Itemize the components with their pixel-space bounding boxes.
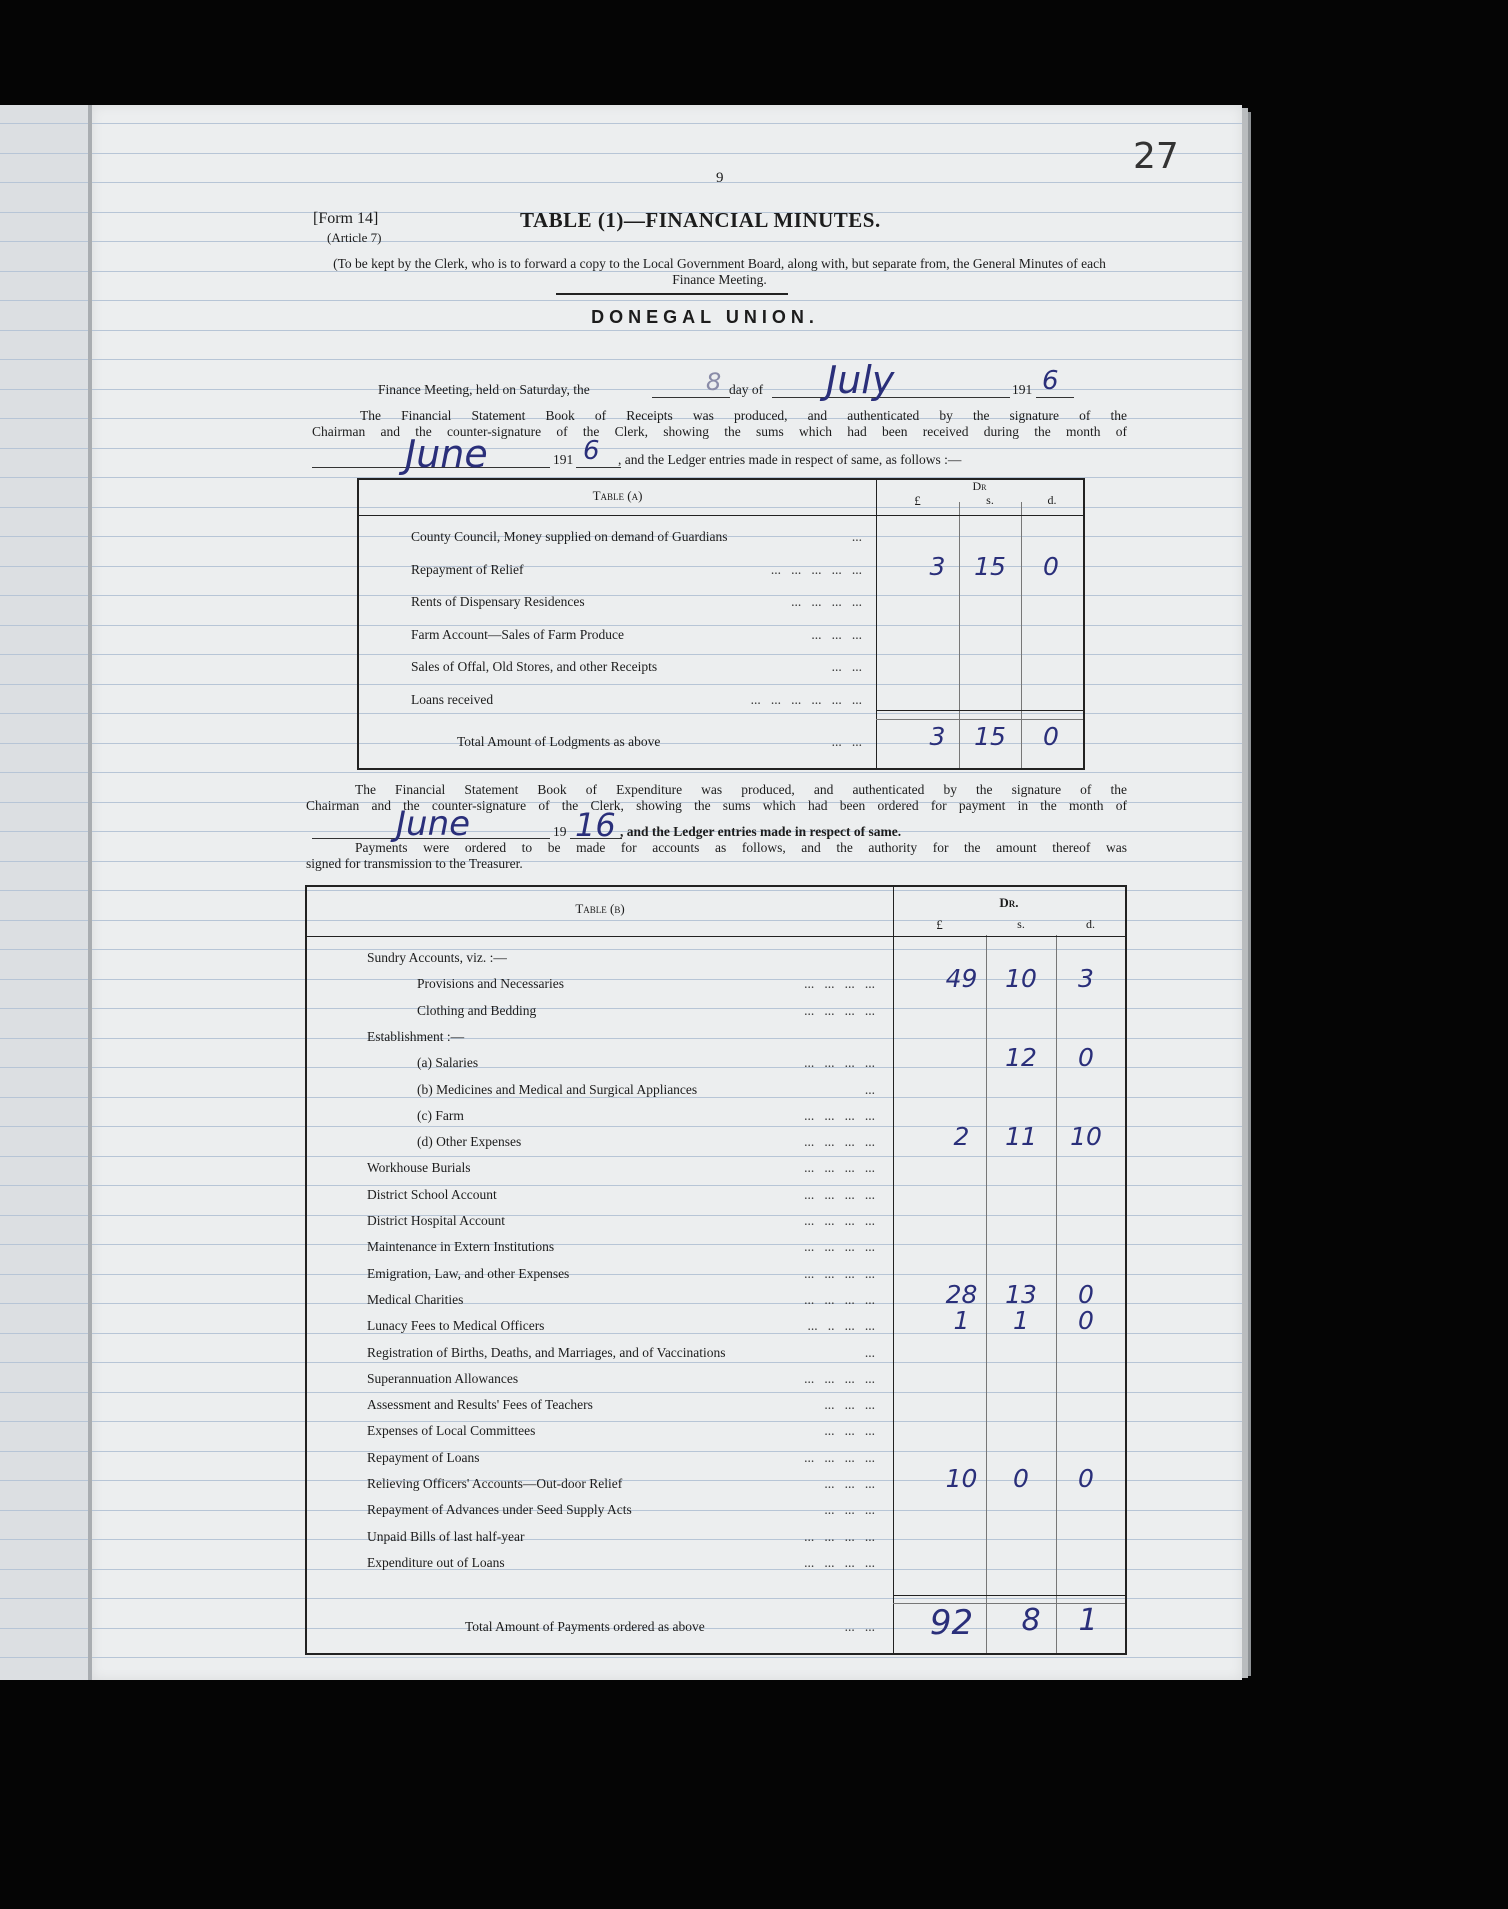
left-ruled-line bbox=[0, 1274, 88, 1275]
left-ruled-line bbox=[0, 1156, 88, 1157]
left-ruled-line bbox=[0, 1244, 88, 1245]
form-number: [Form 14] bbox=[313, 210, 379, 227]
table-b-total-rule bbox=[893, 1595, 1125, 1596]
table-b-row-pounds: 28 bbox=[945, 1279, 978, 1309]
table-b-row-shillings: 11 bbox=[1005, 1122, 1037, 1152]
title-rule bbox=[556, 293, 788, 295]
table-a-dr: Dr bbox=[972, 479, 987, 493]
table-b-row-label: Maintenance in Extern Institutions bbox=[367, 1239, 555, 1255]
left-ruled-line bbox=[0, 979, 88, 980]
meeting-mid: day of bbox=[729, 382, 764, 397]
left-ruled-line bbox=[0, 1510, 88, 1511]
table-b-total-pence: 1 bbox=[1078, 1603, 1098, 1638]
table-a-total-shillings: 15 bbox=[974, 722, 1006, 751]
table-b-row-leader: ... ... ... ... bbox=[804, 1370, 875, 1386]
ruled-line bbox=[92, 330, 1242, 331]
table-b-row-label: Sundry Accounts, viz. :— bbox=[367, 950, 507, 965]
left-ruled-line bbox=[0, 743, 88, 744]
table-a-row-pounds: 3 bbox=[929, 551, 946, 581]
expenditure-text-4: Payments were ordered to be made for accounts as follows, and the authority for the amount thereof was bbox=[355, 840, 1127, 855]
table-b-row-pounds: 10 bbox=[945, 1464, 978, 1493]
day-underline bbox=[652, 397, 730, 398]
left-ruled-line bbox=[0, 1215, 88, 1216]
left-ruled-line bbox=[0, 684, 88, 685]
table-b-row-leader: ... ... ... ... bbox=[804, 1554, 875, 1570]
table-b-row-label: Provisions and Necessaries bbox=[417, 976, 564, 992]
table-b-row-label: Workhouse Burials bbox=[367, 1160, 471, 1176]
page-edge-shadow bbox=[1248, 112, 1251, 1676]
left-ruled-line bbox=[0, 713, 88, 714]
table-a-row-leader: ... ... ... ... ... ... bbox=[750, 692, 862, 707]
left-ruled-line bbox=[0, 1598, 88, 1599]
left-ruled-line bbox=[0, 123, 88, 124]
table-b-row-pounds: 49 bbox=[945, 964, 978, 994]
table-b-row-leader: ... ... ... ... bbox=[804, 976, 875, 992]
table-a-total-leader: ... ... bbox=[831, 734, 862, 749]
table-a-total-pence: 0 bbox=[1043, 722, 1059, 751]
table-a-row-leader: ... ... ... bbox=[811, 626, 862, 642]
table-b-row-label: (c) Farm bbox=[417, 1107, 464, 1123]
left-ruled-line bbox=[0, 448, 88, 449]
table-b-row-leader: ... ... ... ... bbox=[804, 1055, 875, 1071]
left-facing-page bbox=[0, 105, 92, 1680]
left-ruled-line bbox=[0, 1480, 88, 1481]
left-ruled-line bbox=[0, 1303, 88, 1304]
left-ruled-line bbox=[0, 1421, 88, 1422]
table-a-col-pounds: £ bbox=[914, 493, 921, 508]
table-b-row-label: Medical Charities bbox=[367, 1291, 464, 1307]
table-b-row-leader: ... ... ... ... bbox=[804, 1134, 875, 1150]
table-b-row-label: Unpaid Bills of last half-year bbox=[367, 1528, 525, 1544]
left-ruled-line bbox=[0, 595, 88, 596]
receipts-text-3: , and the Ledger entries made in respect of same, as follows :— bbox=[618, 452, 962, 467]
ruled-line bbox=[92, 300, 1242, 301]
left-ruled-line bbox=[0, 300, 88, 301]
table-b-row-leader: ... ... ... ... bbox=[804, 1528, 875, 1544]
left-ruled-line bbox=[0, 1569, 88, 1570]
table-b-row-label: Expenses of Local Committees bbox=[367, 1423, 536, 1439]
union-name: DONEGAL UNION. bbox=[591, 307, 819, 327]
handwritten-page-number: 27 bbox=[1133, 136, 1179, 177]
table-b-row-label: Expenditure out of Loans bbox=[367, 1554, 505, 1570]
receipts-year-prefix: 191 bbox=[553, 452, 574, 467]
table-b-divider bbox=[893, 887, 894, 1653]
ruled-line bbox=[92, 1657, 1242, 1658]
left-ruled-line bbox=[0, 212, 88, 213]
ruled-line bbox=[92, 182, 1242, 183]
table-b-row-pence: 0 bbox=[1078, 1279, 1094, 1309]
left-ruled-line bbox=[0, 1333, 88, 1334]
ruled-line bbox=[92, 359, 1242, 360]
left-ruled-line bbox=[0, 890, 88, 891]
year-underline bbox=[1036, 397, 1074, 398]
left-ruled-line bbox=[0, 1067, 88, 1068]
left-ruled-line bbox=[0, 1185, 88, 1186]
table-b-row-leader: ... ... ... ... bbox=[804, 1239, 875, 1255]
left-ruled-line bbox=[0, 1392, 88, 1393]
expenditure-text-3: , and the Ledger entries made in respect of same. bbox=[620, 824, 902, 839]
table-b-row-leader: ... ... ... bbox=[824, 1476, 875, 1491]
meeting-prefix: Finance Meeting, held on Saturday, the bbox=[378, 382, 590, 397]
ruled-line bbox=[92, 123, 1242, 124]
left-ruled-line bbox=[0, 477, 88, 478]
table-b-row-leader: ... ... ... bbox=[824, 1423, 875, 1439]
left-ruled-line bbox=[0, 1008, 88, 1009]
left-ruled-line bbox=[0, 566, 88, 567]
form-article: (Article 7) bbox=[327, 230, 382, 245]
left-ruled-line bbox=[0, 654, 88, 655]
ruled-line bbox=[92, 389, 1242, 390]
table-b-row-pence: 10 bbox=[1070, 1122, 1102, 1152]
table-a-row-label: County Council, Money supplied on demand of Guardians bbox=[411, 529, 728, 544]
table-b-row-label: Emigration, Law, and other Expenses bbox=[367, 1265, 570, 1281]
table-b-row-leader: ... ... ... ... bbox=[804, 1160, 875, 1176]
table-b-row-shillings: 1 bbox=[1013, 1306, 1029, 1336]
table-a bbox=[357, 478, 1085, 770]
expenditure-text-1: The Financial Statement Book of Expenditure was produced, and authenticated by the signature of the bbox=[355, 782, 1127, 797]
table-b-row-label: Registration of Births, Deaths, and Marriages, and of Vaccinations bbox=[367, 1344, 726, 1360]
table-b-row-shillings: 12 bbox=[1005, 1043, 1037, 1073]
table-b-row-label: (a) Salaries bbox=[417, 1055, 479, 1071]
table-a-col-pence: d. bbox=[1047, 493, 1057, 507]
ruled-line bbox=[92, 448, 1242, 449]
table-a-row-leader: ... ... ... ... ... bbox=[770, 561, 862, 577]
table-b-row-leader: ... ... ... bbox=[824, 1502, 875, 1518]
table-b-row-pounds: 1 bbox=[953, 1306, 970, 1336]
table-b-row-leader: ... ... ... ... bbox=[804, 1265, 875, 1281]
expenditure-month: June bbox=[396, 804, 471, 844]
table-a-title: Table (a) bbox=[592, 488, 643, 503]
table-b-row-pence: 0 bbox=[1078, 1043, 1094, 1073]
receipts-year-digit: 6 bbox=[583, 436, 600, 466]
table-b-row-leader: ... .. ... ... bbox=[807, 1318, 875, 1334]
meeting-day: 8 bbox=[706, 368, 722, 396]
table-a-total-rule bbox=[876, 710, 1083, 711]
table-a-total-pounds: 3 bbox=[929, 722, 946, 751]
ruled-line bbox=[92, 861, 1242, 862]
table-b-row-leader: ... ... ... ... bbox=[804, 1213, 875, 1228]
left-ruled-line bbox=[0, 359, 88, 360]
table-b-row-label: Superannuation Allowances bbox=[367, 1370, 519, 1386]
table-b-col-pence: d. bbox=[1086, 917, 1095, 931]
table-b bbox=[305, 885, 1127, 1655]
left-ruled-line bbox=[0, 418, 88, 419]
table-a-row-shillings: 15 bbox=[974, 551, 1006, 581]
left-ruled-line bbox=[0, 1126, 88, 1127]
table-b-row-leader: ... ... ... ... bbox=[804, 1449, 875, 1465]
left-ruled-line bbox=[0, 949, 88, 950]
left-ruled-line bbox=[0, 920, 88, 921]
left-ruled-line bbox=[0, 802, 88, 803]
table-b-row-leader: ... ... ... ... bbox=[804, 1002, 875, 1018]
table-b-row-label: Establishment :— bbox=[367, 1028, 465, 1044]
ruled-line bbox=[92, 241, 1242, 242]
table-b-col-shillings: s. bbox=[1017, 917, 1025, 931]
table-a-col-shillings: s. bbox=[986, 493, 994, 507]
left-ruled-line bbox=[0, 831, 88, 832]
table-a-total-rule bbox=[876, 719, 1083, 720]
table-b-total-pounds: 92 bbox=[929, 1603, 974, 1643]
ruled-line bbox=[92, 153, 1242, 154]
table-b-row-pence: 3 bbox=[1078, 964, 1094, 994]
table-a-header-rule bbox=[359, 515, 1083, 516]
table-b-row-leader: ... ... ... ... bbox=[804, 1291, 875, 1307]
table-a-row-label: Loans received bbox=[411, 692, 494, 707]
expenditure-text-5: signed for transmission to the Treasurer. bbox=[306, 856, 523, 871]
left-ruled-line bbox=[0, 271, 88, 272]
table-b-row-label: (d) Other Expenses bbox=[417, 1134, 522, 1150]
table-a-row-leader: ... ... bbox=[831, 659, 862, 675]
left-ruled-line bbox=[0, 389, 88, 390]
expenditure-year-prefix: 19 bbox=[553, 824, 567, 839]
table-b-row-label: Relieving Officers' Accounts—Out-door Relief bbox=[367, 1476, 623, 1491]
left-ruled-line bbox=[0, 153, 88, 154]
table-b-row-pence: 0 bbox=[1078, 1464, 1094, 1493]
receipts-text-1: The Financial Statement Book of Receipts was produced, and authenticated by the signature of the bbox=[360, 408, 1127, 423]
table-b-row-label: Repayment of Loans bbox=[367, 1449, 480, 1465]
expenditure-year-digit: 16 bbox=[575, 806, 616, 844]
table-b-row-label: District Hospital Account bbox=[367, 1213, 505, 1228]
instruction-note: (To be kept by the Clerk, who is to forward a copy to the Local Government Board, along with, but separate from, the General Minutes of each Finance Meeting. bbox=[333, 256, 1106, 287]
left-ruled-line bbox=[0, 330, 88, 331]
expenditure-text-2: Chairman and the counter-signature of the Clerk, showing the sums which had been ordered for payment in the month of bbox=[306, 798, 1127, 813]
left-ruled-line bbox=[0, 772, 88, 773]
page-title: TABLE (1)—FINANCIAL MINUTES. bbox=[520, 208, 881, 232]
table-b-row-leader: ... bbox=[864, 1344, 875, 1360]
table-a-row-leader: ... bbox=[851, 529, 862, 544]
meeting-year-digit: 6 bbox=[1042, 366, 1059, 396]
left-ruled-line bbox=[0, 625, 88, 626]
table-a-row-pence: 0 bbox=[1043, 551, 1059, 581]
table-b-row-label: Assessment and Results' Fees of Teachers bbox=[367, 1397, 593, 1413]
table-b-row-shillings: 0 bbox=[1013, 1464, 1029, 1493]
table-b-row-shillings: 10 bbox=[1005, 964, 1037, 994]
table-b-total-label: Total Amount of Payments ordered as above bbox=[465, 1619, 705, 1634]
table-b-total-leader: ... ... bbox=[844, 1619, 875, 1634]
receipts-text-2: Chairman and the counter-signature of the Clerk, showing the sums which had been received during the month of bbox=[312, 424, 1127, 439]
left-ruled-line bbox=[0, 1362, 88, 1363]
table-b-row-label: (b) Medicines and Medical and Surgical Appliances bbox=[417, 1081, 698, 1097]
left-ruled-line bbox=[0, 1451, 88, 1452]
left-ruled-line bbox=[0, 507, 88, 508]
left-ruled-line bbox=[0, 861, 88, 862]
left-ruled-line bbox=[0, 241, 88, 242]
table-a-row-label: Farm Account—Sales of Farm Produce bbox=[411, 626, 624, 642]
table-b-col-pounds: £ bbox=[936, 917, 943, 932]
meeting-year-prefix: 191 bbox=[1012, 382, 1033, 397]
table-b-row-label: Repayment of Advances under Seed Supply Acts bbox=[367, 1502, 632, 1518]
left-ruled-line bbox=[0, 1657, 88, 1658]
table-b-dr: Dr. bbox=[999, 895, 1019, 910]
receipts-month: June bbox=[405, 432, 488, 476]
table-b-row-leader: ... bbox=[864, 1081, 875, 1097]
table-b-row-leader: ... ... ... ... bbox=[804, 1107, 875, 1123]
table-b-row-leader: ... ... ... ... bbox=[804, 1186, 875, 1202]
left-ruled-line bbox=[0, 182, 88, 183]
table-b-total-shillings: 8 bbox=[1021, 1603, 1041, 1638]
receipts-year-underline bbox=[576, 467, 621, 468]
table-a-divider bbox=[876, 480, 877, 768]
table-b-title: Table (b) bbox=[575, 901, 625, 916]
table-a-row-leader: ... ... ... ... bbox=[791, 594, 862, 610]
table-b-row-pounds: 2 bbox=[953, 1122, 970, 1152]
printed-page-number: 9 bbox=[716, 170, 724, 186]
table-b-header-rule bbox=[307, 936, 1125, 937]
table-a-total-label: Total Amount of Lodgments as above bbox=[457, 734, 661, 749]
table-b-row-label: Lunacy Fees to Medical Officers bbox=[367, 1318, 545, 1334]
table-b-row-leader: ... ... ... bbox=[824, 1397, 875, 1413]
left-ruled-line bbox=[0, 1038, 88, 1039]
meeting-month: July bbox=[826, 358, 895, 402]
table-a-row-label: Repayment of Relief bbox=[411, 561, 524, 577]
left-ruled-line bbox=[0, 1097, 88, 1098]
table-b-row-pence: 0 bbox=[1078, 1306, 1094, 1336]
table-a-row-label: Rents of Dispensary Residences bbox=[411, 594, 585, 610]
table-b-row-label: Clothing and Bedding bbox=[417, 1002, 537, 1018]
table-a-row-label: Sales of Offal, Old Stores, and other Receipts bbox=[411, 659, 658, 675]
ruled-line bbox=[92, 772, 1242, 773]
left-ruled-line bbox=[0, 1539, 88, 1540]
table-b-row-label: District School Account bbox=[367, 1186, 497, 1202]
table-b-row-shillings: 13 bbox=[1005, 1279, 1037, 1309]
left-ruled-line bbox=[0, 536, 88, 537]
left-ruled-line bbox=[0, 1628, 88, 1629]
